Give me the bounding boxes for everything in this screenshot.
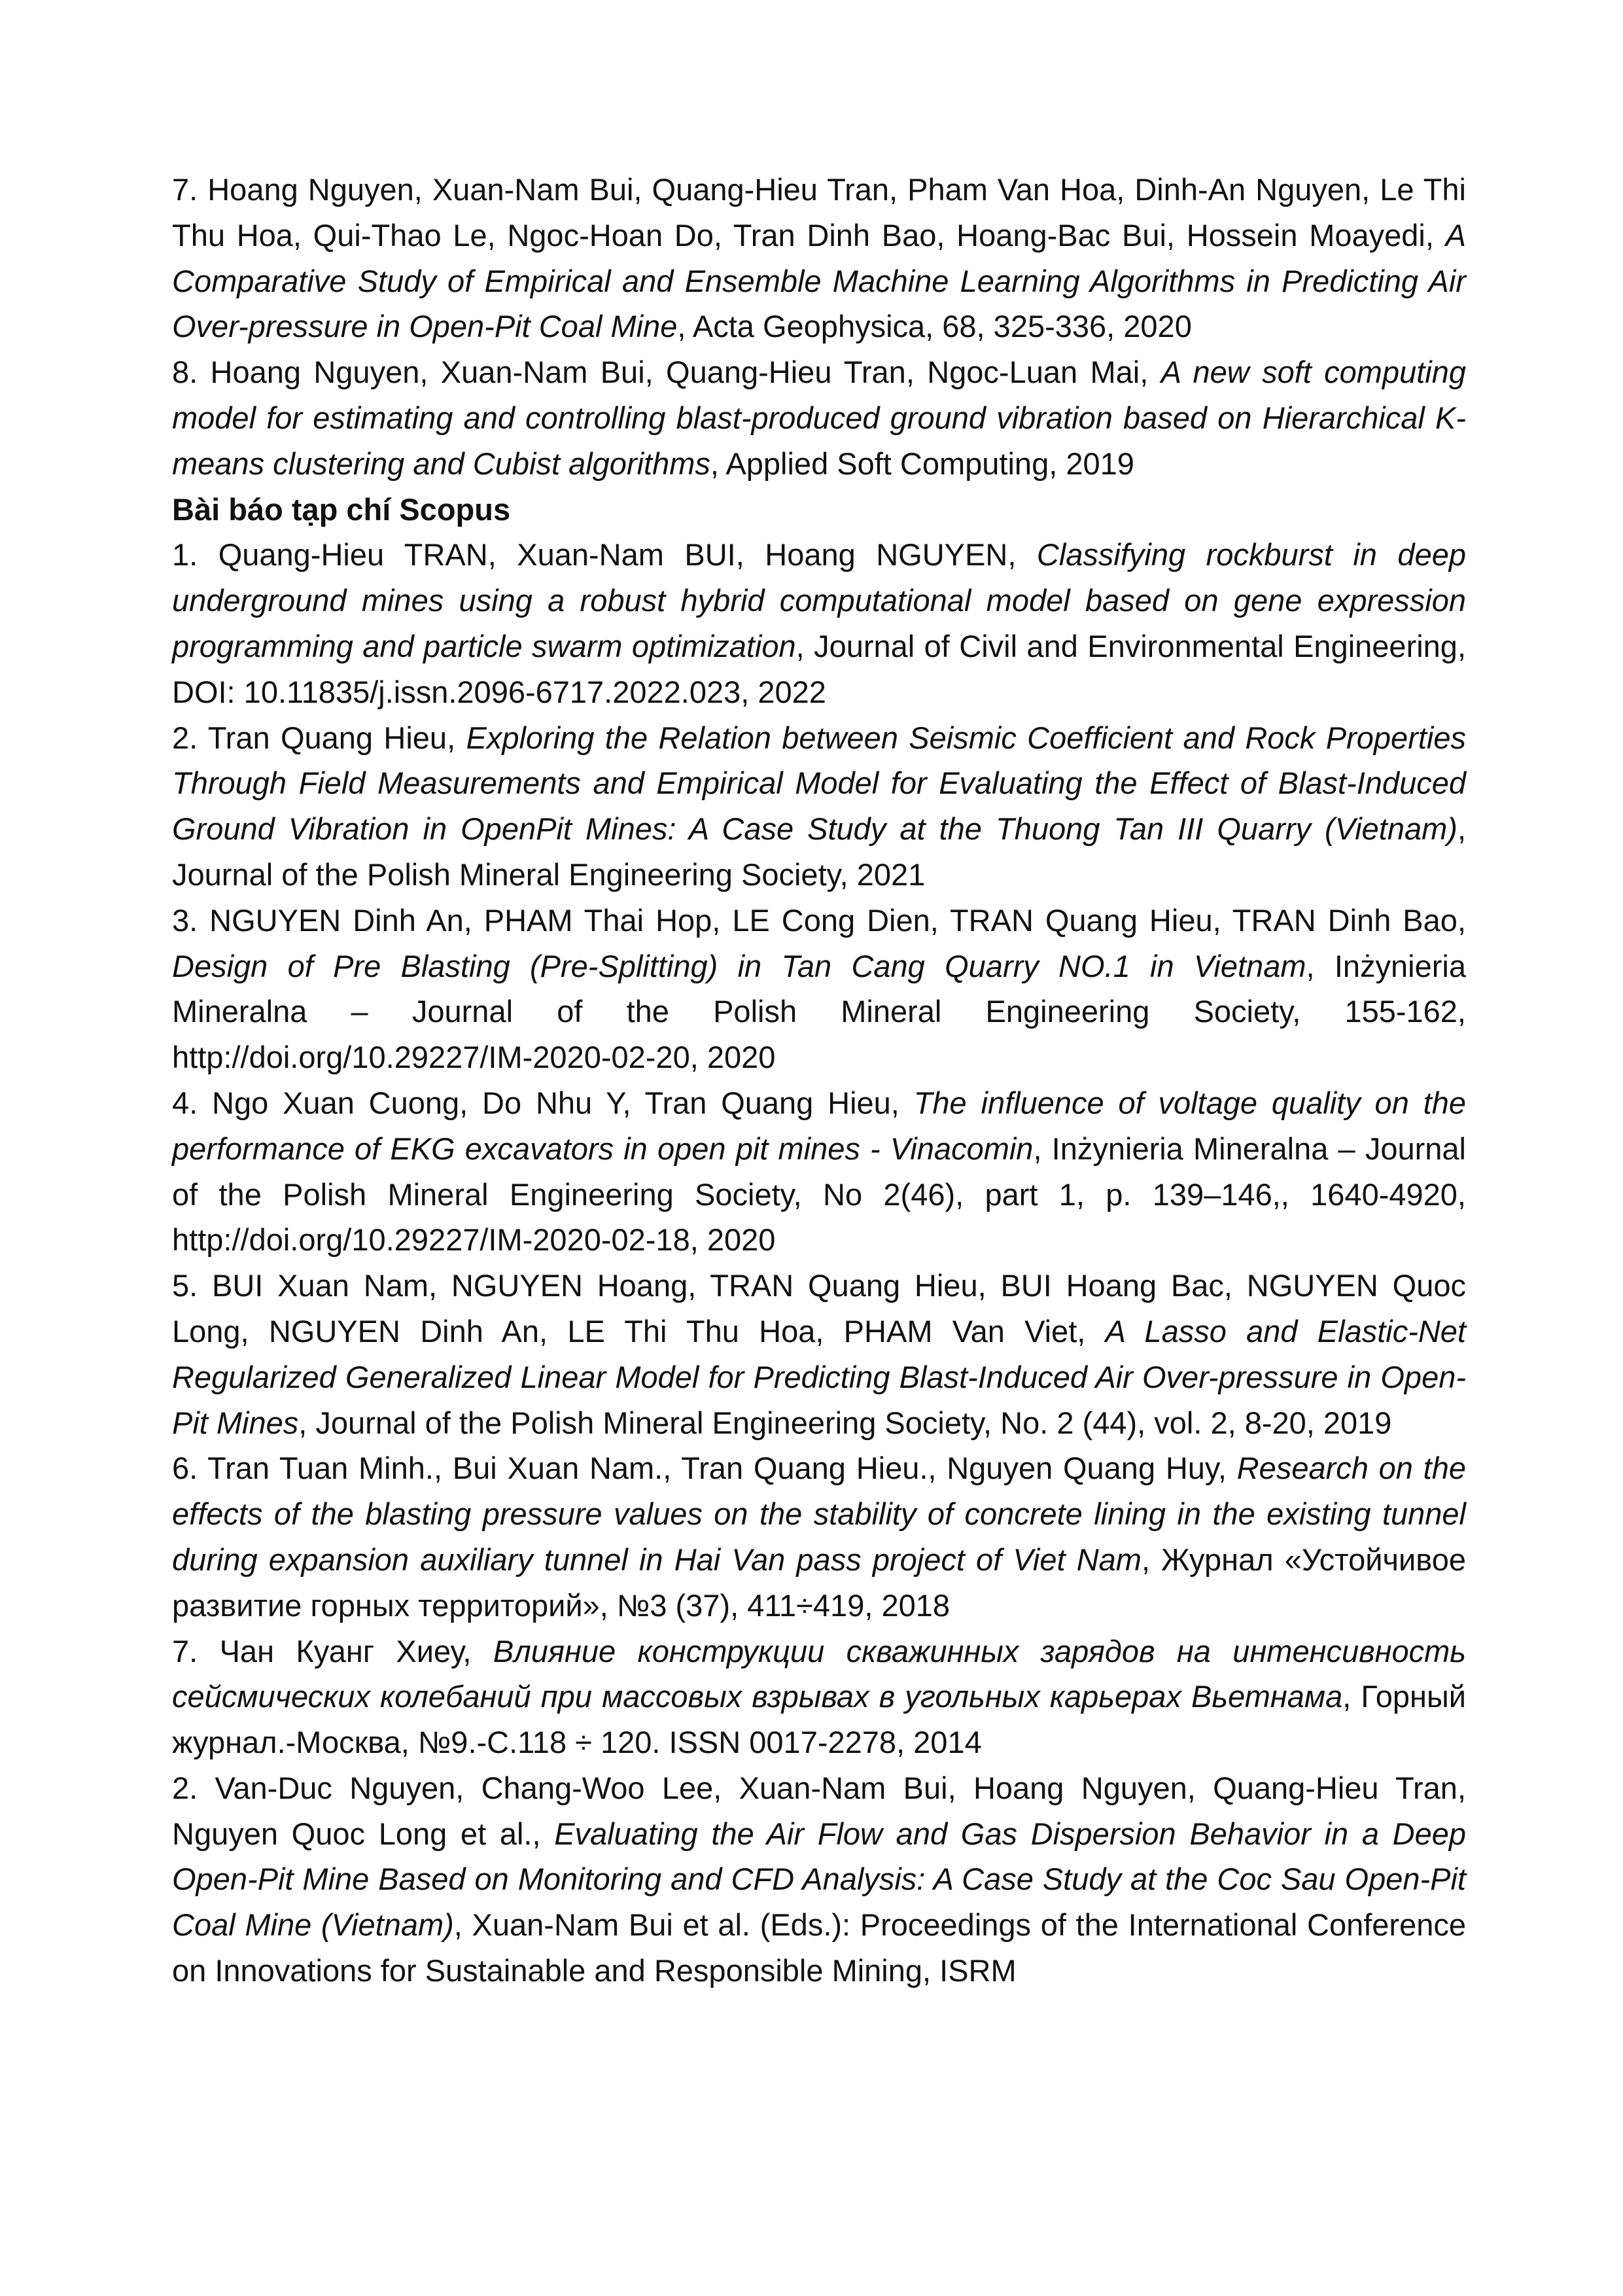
entry-authors: Hoang Nguyen, Xuan-Nam Bui, Quang-Hieu Tran, Ngoc-Luan Mai,	[210, 355, 1149, 390]
entry-number: 2.	[172, 1770, 198, 1805]
entry-number: 6.	[172, 1451, 198, 1486]
reference-entry	[172, 1445, 1466, 1628]
reference-entry	[172, 1080, 1466, 1263]
entry-number: 5.	[172, 1268, 198, 1303]
entry-authors: BUI Xuan Nam, NGUYEN Hoang, TRAN Quang Hieu, BUI Hoang Bac, NGUYEN Quoc Long, NGUYEN Dinh An, LE Thi Thu Hoa, PHAM Van Viet,	[172, 1268, 1466, 1349]
entry-number: 4.	[172, 1085, 198, 1120]
entry-number: 8.	[172, 355, 198, 390]
reference-entry	[172, 167, 1466, 349]
entry-title: Exploring the Relation between Seismic Coefficient and Rock Properties Through Field Measurements and Empirical Model for Evaluating the Effect of Blast-Induced Ground Vibration in OpenPit Mines: A Case Study at the Thuong Tan III Quarry (Vietnam)	[172, 720, 1466, 847]
entry-source: , Журнал «Устойчивое развитие горных территорий», №3 (37), 411÷419, 2018	[172, 1542, 1466, 1623]
entry-authors: NGUYEN Dinh An, PHAM Thai Hop, LE Cong Dien, TRAN Quang Hieu, TRAN Dinh Bao,	[209, 902, 1466, 938]
entry-title: Research on the effects of the blasting pressure values on the stability of concrete lining in the existing tunnel during expansion auxiliary tunnel in Hai Van pass project of Viet Nam	[172, 1451, 1466, 1577]
entry-number: 1.	[172, 537, 198, 573]
entry-authors: Tran Quang Hieu,	[207, 720, 456, 755]
entry-number: 2.	[172, 720, 198, 755]
entry-authors: Quang-Hieu TRAN, Xuan-Nam BUI, Hoang NGUYEN,	[218, 537, 1017, 573]
entry-title: Design of Pre Blasting (Pre-Splitting) in Tan Cang Quarry NO.1 in Vietnam	[172, 948, 1306, 983]
entry-title: Влияние конструкции скважинных зарядов на интенсивность сейсмических колебаний при массовых взрывах в угольных карьерах Вьетнама	[172, 1633, 1467, 1714]
entry-source: , Applied Soft Computing, 2019	[710, 446, 1134, 481]
reference-entry	[172, 898, 1466, 1080]
entry-title: The influence of voltage quality on the performance of EKG excavators in open pit mines - Vinacomin	[172, 1085, 1466, 1166]
entry-source: , Acta Geophysica, 68, 325-336, 2020	[677, 309, 1192, 344]
entry-title: A Lasso and Elastic-Net Regularized Generalized Linear Model for Predicting Blast-Induced Air Over-pressure in Open-Pit Mines	[172, 1313, 1466, 1440]
reference-entry	[172, 1263, 1466, 1445]
entry-authors: Tran Tuan Minh., Bui Xuan Nam., Tran Quang Hieu., Nguyen Quang Huy,	[207, 1451, 1227, 1486]
entry-number: 7.	[172, 172, 198, 207]
entry-source: , Journal of the Polish Mineral Engineering Society, 2021	[172, 811, 1466, 892]
entry-title: Evaluating the Air Flow and Gas Dispersion Behavior in a Deep Open-Pit Mine Based on Monitoring and CFD Analysis: A Case Study at the Coc Sau Open-Pit Coal Mine (Vietnam)	[172, 1816, 1466, 1943]
entry-authors: Чан Куанг Хиеу,	[219, 1633, 472, 1669]
entry-number: 3.	[172, 902, 198, 938]
document-page	[172, 167, 1466, 1994]
reference-entry	[172, 715, 1466, 898]
entry-title: A new soft computing model for estimating and controlling blast-produced ground vibration based on Hierarchical K-means clustering and Cubist algorithms	[172, 355, 1466, 481]
entry-source: , Inżynieria Mineralna – Journal of the Polish Mineral Engineering Society, No 2(46), part 1, p. 139–146,, 1640-4920, http://doi.org/10.29227/IM-2020-02-18, 2020	[172, 1131, 1466, 1258]
entry-authors: Hoang Nguyen, Xuan-Nam Bui, Quang-Hieu Tran, Pham Van Hoa, Dinh-An Nguyen, Le Thi Thu Hoa, Qui-Thao Le, Ngoc-Hoan Do, Tran Dinh Bao, Hoang-Bac Bui, Hossein Moayedi,	[172, 172, 1466, 253]
entry-source: , Xuan-Nam Bui et al. (Eds.): Proceedings of the International Conference on Innovations for Sustainable and Responsible Mining, ISRM	[172, 1907, 1466, 1988]
entry-authors: Ngo Xuan Cuong, Do Nhu Y, Tran Quang Hieu,	[212, 1085, 899, 1120]
entry-number: 7.	[172, 1633, 198, 1669]
reference-entry	[172, 349, 1466, 486]
entry-source: , Journal of the Polish Mineral Engineering Society, No. 2 (44), vol. 2, 8-20, 2019	[298, 1405, 1392, 1440]
reference-entry	[172, 532, 1466, 715]
reference-entry	[172, 1629, 1466, 1765]
entry-source: , Journal of Civil and Environmental Engineering, DOI: 10.11835/j.issn.2096-6717.2022.023, 2022	[172, 628, 1466, 709]
entry-title: A Comparative Study of Empirical and Ensemble Machine Learning Algorithms in Predicting Air Over-pressure in Open-Pit Coal Mine	[172, 217, 1466, 344]
entry-source: , Inżynieria Mineralna – Journal of the Polish Mineral Engineering Society, 155-162, http://doi.org/10.29227/IM-2020-02-20, 2020	[172, 948, 1466, 1075]
entry-source: , Горный журнал.-Москва, №9.-С.118 ÷ 120. ISSN 0017-2278, 2014	[172, 1679, 1466, 1760]
reference-entry	[172, 1765, 1466, 1994]
entry-authors: Van-Duc Nguyen, Chang-Woo Lee, Xuan-Nam Bui, Hoang Nguyen, Quang-Hieu Tran, Nguyen Quoc Long et al.,	[172, 1770, 1466, 1851]
section-heading: Bài báo tạp chí Scopus	[172, 491, 511, 527]
entry-title: Classifying rockburst in deep underground mines using a robust hybrid computational model based on gene expression programming and particle swarm optimization	[172, 537, 1466, 663]
